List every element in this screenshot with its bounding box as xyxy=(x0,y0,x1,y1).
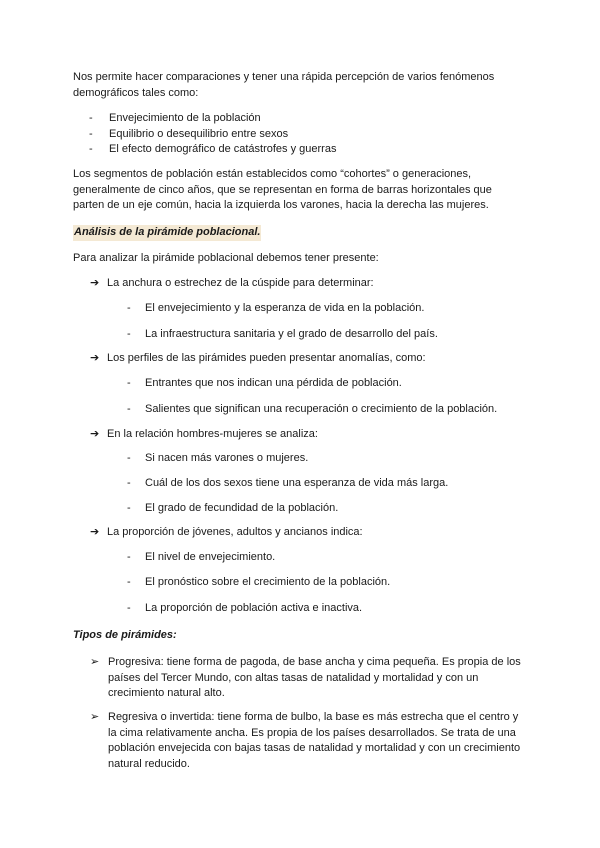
list-item: - Equilibrio o desequilibrio entre sexos xyxy=(73,127,533,143)
sub-item: - El pronóstico sobre el crecimiento de la población. xyxy=(127,575,527,591)
sub-item: - Cuál de los dos sexos tiene una esperanza de vida más larga. xyxy=(127,476,527,492)
sub-item: - Entrantes que nos indican una pérdida de población. xyxy=(127,376,527,392)
list-item: - Envejecimiento de la población xyxy=(73,111,533,127)
intro-list xyxy=(73,111,533,158)
sub-item: - El envejecimiento y la esperanza de vida en la población. xyxy=(127,301,527,317)
type-text: Regresiva o invertida: tiene forma de bulbo, la base es más estrecha que el centro y la cima relativamente ancha. Es propia de los países desarrollados. Se trata de una población envejecida con bajas tasas de natalidad y mortalidad y con un crecimiento natural reducido. xyxy=(108,711,521,770)
arrow-item: ➔ La proporción de jóvenes, adultos y ancianos indica: xyxy=(90,525,550,541)
dash-marker: - xyxy=(127,551,131,563)
arrow-item: ➔ La anchura o estrechez de la cúspide para determinar: xyxy=(90,276,550,292)
sub-item: - El nivel de envejecimiento. xyxy=(127,550,527,566)
dash-marker: - xyxy=(127,576,131,588)
dash-marker: - xyxy=(89,127,93,140)
segments-line: parten de un eje común, hacia la izquierda los varones, hacia la derecha las mujeres. xyxy=(73,199,489,211)
arrow-item: ➔ En la relación hombres-mujeres se analiza: xyxy=(90,427,550,443)
dash-marker: - xyxy=(127,403,131,415)
dash-marker: - xyxy=(127,502,131,514)
arrow-item: ➔ Los perfiles de las pirámides pueden presentar anomalías, como: xyxy=(90,351,550,367)
dash-marker: - xyxy=(127,602,131,614)
intro-line: Nos permite hacer comparaciones y tener una rápida percepción de varios fenómenos xyxy=(73,71,495,83)
dash-marker: - xyxy=(127,452,131,464)
type-text: Progresiva: tiene forma de pagoda, de base ancha y cima pequeña. Es propia de los países del Tercer Mundo, con altas tasas de natalidad y mortalidad y con un crecimiento natural alto. xyxy=(108,656,521,699)
dash-marker: - xyxy=(127,377,131,389)
dash-marker: - xyxy=(89,143,93,155)
analysis-intro: Para analizar la pirámide poblacional debemos tener presente: xyxy=(73,252,379,264)
sub-item: - Salientes que significan una recuperación o crecimiento de la población. xyxy=(127,402,527,418)
arrow-icon: ➔ xyxy=(90,526,100,538)
heading-types: Tipos de pirámides: xyxy=(73,629,177,641)
type-item xyxy=(90,655,530,703)
arrow-icon: ➔ xyxy=(90,352,100,364)
heading-analysis: Análisis de la pirámide poblacional. xyxy=(73,225,261,241)
dash-marker: - xyxy=(127,302,131,314)
segments-paragraph xyxy=(73,167,533,214)
sub-item: - La proporción de población activa e inactiva. xyxy=(127,601,527,617)
sub-item: - La infraestructura sanitaria y el grado de desarrollo del país. xyxy=(127,327,527,343)
segments-line: Los segmentos de población están establecidos como “cohortes” o generaciones, xyxy=(73,168,472,180)
dash-marker: - xyxy=(127,328,131,340)
list-item: - El efecto demográfico de catástrofes y guerras xyxy=(73,142,533,158)
dash-marker: - xyxy=(89,112,93,124)
type-item xyxy=(90,710,530,774)
arrow-icon: ➔ xyxy=(90,428,100,440)
sub-item: - El grado de fecundidad de la población. xyxy=(127,501,527,517)
intro-paragraph xyxy=(73,70,533,101)
triangle-arrow-icon: ➢ xyxy=(90,656,100,668)
sub-item: - Si nacen más varones o mujeres. xyxy=(127,451,527,467)
dash-marker: - xyxy=(127,477,131,489)
arrow-icon: ➔ xyxy=(90,277,100,289)
segments-line: generalmente de cinco años, que se representan en forma de barras horizontales que xyxy=(73,183,492,196)
intro-line: demográficos tales como: xyxy=(73,86,199,99)
triangle-arrow-icon: ➢ xyxy=(90,711,100,723)
